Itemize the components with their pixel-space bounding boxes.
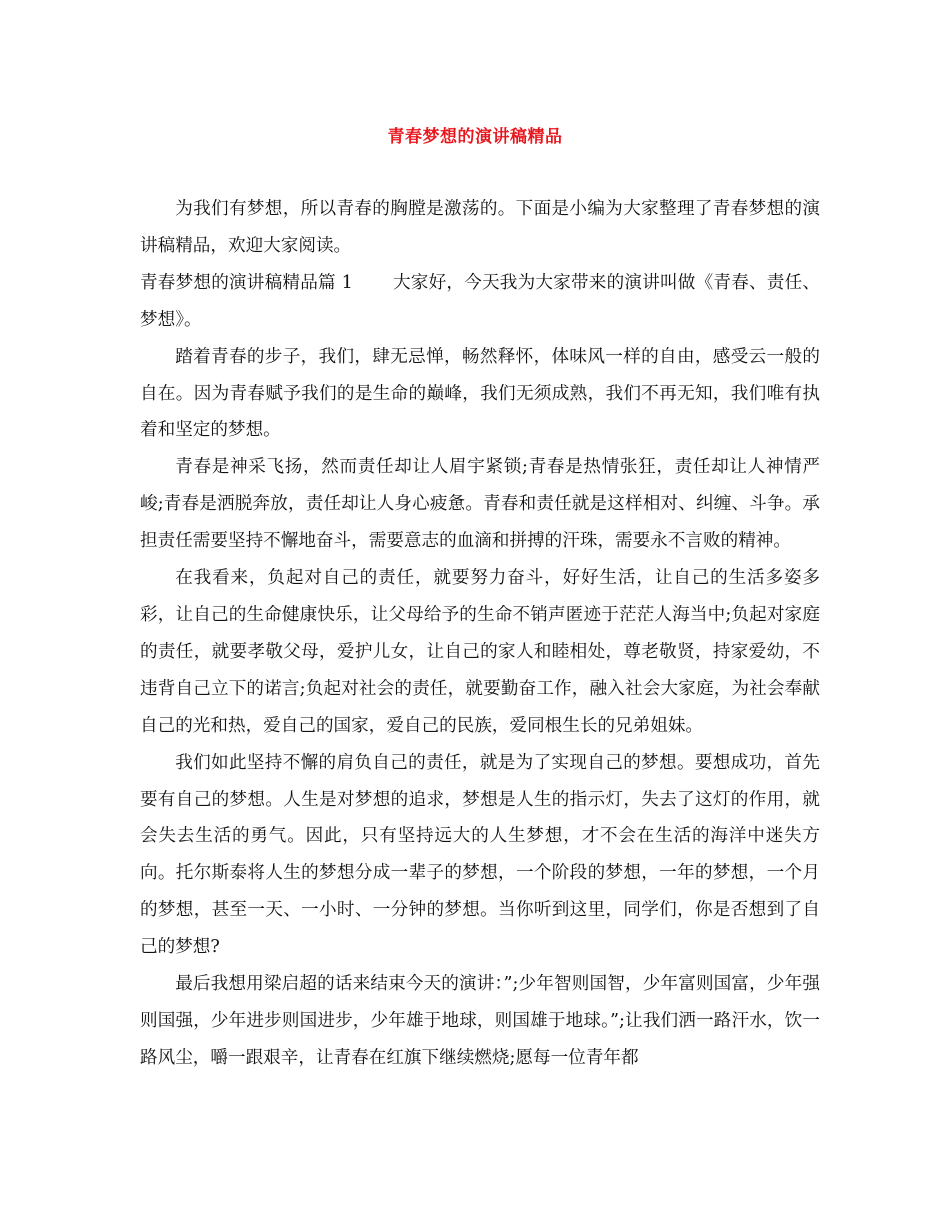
document-body xyxy=(140,191,820,1077)
body-paragraph-1: 踏着青春的步子，我们，肆无忌惮，畅然释怀，体味风一样的自由，感受云一般的自在。因为青春赋予我们的是生命的巅峰，我们无须成熟，我们不再无知，我们唯有执着和坚定的梦想。 xyxy=(140,346,820,441)
body-paragraph-4: 我们如此坚持不懈的肩负自己的责任，就是为了实现自己的梦想。要想成功，首先要有自己的梦想。人生是对梦想的追求，梦想是人生的指示灯，失去了这灯的作用，就会失去生活的勇气。因此，只有坚持远大的人生梦想，才不会在生活的海洋中迷失方向。托尔斯泰将人生的梦想分成一辈子的梦想，一个阶段的梦想，一年的梦想，一个月的梦想，甚至一天、一小时、一分钟的梦想。当你听到这里，同学们，你是否想到了自己的梦想? xyxy=(140,752,820,958)
section-heading: 青春梦想的演讲稿精品篇 1 xyxy=(140,272,353,293)
body-paragraph-2: 青春是神采飞扬，然而责任却让人眉宇紧锁;青春是热情张狂，责任却让人神情严峻;青春是洒脱奔放，责任却让人身心疲惫。青春和责任就是这样相对、纠缠、斗争。承担责任需要坚持不懈地奋斗，需要意志的血滴和拼搏的汗珠，需要永不言败的精神。 xyxy=(140,457,820,552)
body-paragraph-3: 在我看来，负起对自己的责任，就要努力奋斗，好好生活，让自己的生活多姿多彩，让自己的生命健康快乐，让父母给予的生命不销声匿迹于茫茫人海当中;负起对家庭的责任，就要孝敬父母，爱护儿女，让自己的家人和睦相处，尊老敬贤，持家爱幼，不违背自己立下的诺言;负起对社会的责任，就要勤奋工作，融入社会大家庭，为社会奉献自己的光和热，爱自己的国家，爱自己的民族，爱同根生长的兄弟姐妹。 xyxy=(140,568,820,736)
section-paragraph xyxy=(140,265,820,339)
body-paragraph-5: 最后我想用梁启超的话来结束今天的演讲：”;少年智则国智，少年富则国富，少年强则国强，少年进步则国进步，少年雄于地球，则国雄于地球。”;让我们洒一路汗水，饮一路风尘，嚼一跟艰辛，让青春在红旗下继续燃烧;愿每一位青年都 xyxy=(140,974,820,1068)
section-first-line: 大家好，今天我为大家带来的演讲叫做《青春、责任、梦想》。 xyxy=(140,272,820,330)
document-title: 青春梦想的演讲稿精品 xyxy=(387,127,563,147)
intro-paragraph: 为我们有梦想，所以青春的胸膛是激荡的。下面是小编为大家整理了青春梦想的演讲稿精品，欢迎大家阅读。 xyxy=(140,199,820,256)
